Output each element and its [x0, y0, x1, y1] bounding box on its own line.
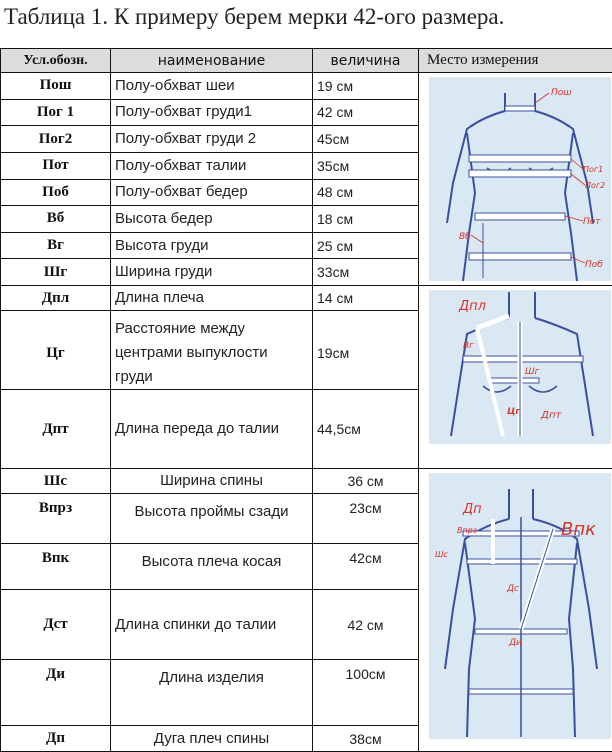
row-code: Дст — [1, 590, 111, 660]
row-code: Цг — [1, 311, 111, 390]
row-value: 100см — [313, 660, 419, 726]
back-figure-cell — [419, 469, 612, 752]
row-value: 42см — [313, 544, 419, 590]
row-name: Полу-обхват шеи — [111, 73, 313, 100]
row-code: Впрз — [1, 494, 111, 544]
chest-label-shg: Шг — [525, 367, 540, 377]
row-value: 36 см — [313, 469, 419, 494]
header-place: Место измерения — [419, 49, 612, 73]
row-name: Дуга плеч спины — [111, 726, 313, 752]
row-code: Дпл — [1, 286, 111, 311]
front-label-pot: Пот — [583, 217, 601, 227]
chest-figure-image — [423, 286, 612, 450]
row-code: Шс — [1, 469, 111, 494]
row-name: Полу-обхват груди 2 — [111, 126, 313, 153]
chest-figure-cell — [419, 286, 612, 469]
row-name: Полу-обхват талии — [111, 152, 313, 179]
row-value: 14 см — [313, 286, 419, 311]
row-code: Пот — [1, 152, 111, 179]
row-code: Шг — [1, 259, 111, 286]
row-value: 44,5см — [313, 390, 419, 469]
front-label-pog1: Пог1 — [583, 165, 603, 174]
front-label-pog2: Пог2 — [585, 181, 605, 190]
row-name: Полу-обхват бедер — [111, 179, 313, 206]
header-name: наименование — [111, 49, 313, 73]
front-figure-cell — [419, 73, 612, 286]
row-name: Расстояние между центрами выпуклости груди — [111, 311, 313, 390]
row-value: 38см — [313, 726, 419, 752]
chest-label-vg: Вг — [463, 341, 474, 351]
measurements-table — [0, 48, 612, 752]
front-figure-image — [423, 73, 612, 285]
row-name: Высота плеча косая — [111, 544, 313, 590]
row-value: 19см — [313, 311, 419, 390]
table-row — [1, 469, 612, 494]
row-name: Длина изделия — [111, 660, 313, 726]
row-code: Дпт — [1, 390, 111, 469]
chest-label-dpt: Дпт — [540, 410, 562, 421]
table-row — [1, 73, 612, 100]
row-value: 42 см — [313, 590, 419, 660]
header-value: величина — [313, 49, 419, 73]
table-row — [1, 286, 612, 311]
row-code: Вг — [1, 232, 111, 259]
row-code: Пог2 — [1, 126, 111, 153]
row-value: 18 см — [313, 206, 419, 233]
row-value: 23см — [313, 494, 419, 544]
row-name: Ширина спины — [111, 469, 313, 494]
row-name: Полу-обхват груди1 — [111, 99, 313, 126]
row-code: Пош — [1, 73, 111, 100]
row-name: Длина переда до талии — [111, 390, 313, 469]
row-name: Высота проймы сзади — [111, 494, 313, 544]
table-header-row — [1, 49, 612, 73]
row-value: 35см — [313, 152, 419, 179]
row-value: 19 см — [313, 73, 419, 100]
back-label-di: Ди — [508, 638, 522, 648]
back-label-shs: Шс — [435, 550, 449, 559]
row-name: Высота груди — [111, 232, 313, 259]
back-label-vpk: Впк — [561, 519, 596, 540]
row-value: 48 см — [313, 179, 419, 206]
row-code: Дп — [1, 726, 111, 752]
header-code: Усл.обозн. — [1, 49, 111, 73]
row-value: 33см — [313, 259, 419, 286]
chest-label-dpl: Дпл — [458, 299, 486, 314]
row-name: Длина спинки до талии — [111, 590, 313, 660]
chest-label-cg: Цг — [507, 407, 520, 417]
back-label-vprz: Впрз — [457, 526, 477, 535]
row-code: Ди — [1, 660, 111, 726]
front-label-vb: Вб — [459, 232, 471, 242]
row-value: 42 см — [313, 99, 419, 126]
row-name: Длина плеча — [111, 286, 313, 311]
front-label-posh: Пош — [551, 88, 572, 98]
row-code: Поб — [1, 179, 111, 206]
page-title: Таблица 1. К примеру берем мерки 42-ого размера. — [4, 4, 608, 36]
front-label-pob: Поб — [585, 260, 603, 270]
back-figure-image — [423, 469, 612, 744]
row-value: 45см — [313, 126, 419, 153]
back-label-dp: Дп — [462, 502, 482, 517]
row-name: Высота бедер — [111, 206, 313, 233]
row-name: Ширина груди — [111, 259, 313, 286]
row-value: 25 см — [313, 232, 419, 259]
row-code: Пог 1 — [1, 99, 111, 126]
row-code: Впк — [1, 544, 111, 590]
back-label-ds: Дс — [506, 584, 519, 594]
row-code: Вб — [1, 206, 111, 233]
